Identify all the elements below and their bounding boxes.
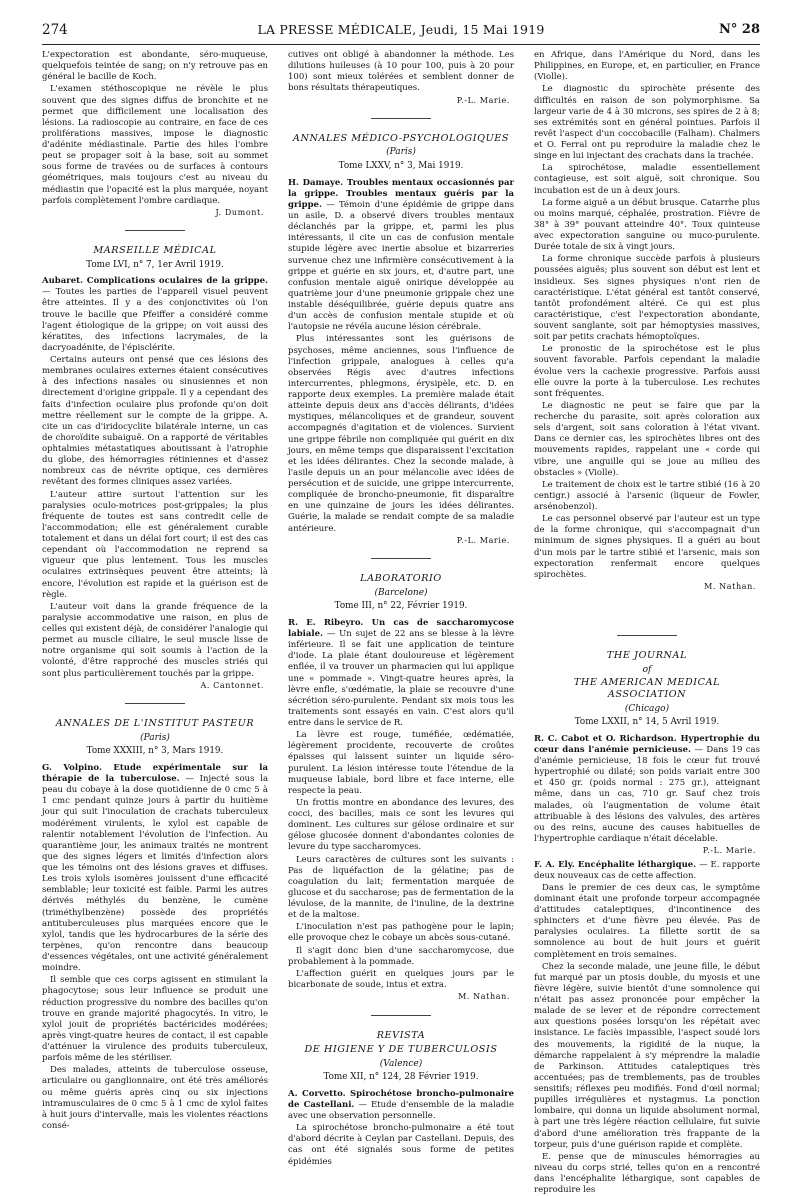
- article-heading: R. E. Ribeyro. Un cas de saccharomycose labiale.: [288, 617, 514, 640]
- column-1: [42, 50, 269, 1131]
- divider: [125, 703, 185, 704]
- journal-city: (Paris): [140, 732, 170, 743]
- paragraph: E. pense que de minuscules hémorragies au niveau du corps strié, telles qu'on en a rencontré dans l'encéphalite léthargique, sont capables de reproduire les: [534, 1151, 760, 1196]
- journal-title: LABORATORIO: [360, 573, 442, 585]
- divider: [125, 230, 185, 231]
- divider: [371, 118, 431, 119]
- paragraph: L'affection guérit en quelques jours par le bicarbonate de soude, intus et extra.: [288, 968, 514, 990]
- article-heading: Aubaret. Complications oculaires de la grippe.: [42, 276, 268, 287]
- article-text: — Un sujet de 22 ans se blesse à la lèvre inférieure. Il se fait une application de teinture d'iode. La plaie étant douloureuse et légèrement enflée, il va trouver un pharmacien qui lui applique une « pommade ». Vingt-quatre heures après, la lèvre enfle, s'œdématie, la plaie se recouvre d'une sécrétion séro-purulente. Pendant six mois tous les traitements sont essayés en vain. C'est alors qu'il entre dans le service de R.: [288, 629, 514, 729]
- article-heading: H. Damaye. Troubles mentaux occasionnés par la grippe. Troubles mentaux guéris par la grippe.: [288, 177, 514, 210]
- journal-title-line3: THE AMERICAN MEDICAL ASSOCIATION: [573, 676, 721, 701]
- page-header: [42, 20, 760, 45]
- paragraph: Plus intéressantes sont les guérisons de psychoses, même anciennes, sous l'influence de l'infection grippale, analogues à celles qu'a observées Régis avec d'autres infections intercurrentes, phlegmons, érysipèle, etc. D. en rapporte deux exemples. La première malade était atteinte depuis deux ans d'accès délirants, d'idées mystiques, mélancoliques et de grandeur, souvent accompagnés d'agitation et de violences. Survient une grippe fébrile non compliquée qui guérit en dix jours, en même temps que disparaissent l'excitation et les idées délirantes. Chez la seconde malade, à l'asile depuis un an pour mélancolie avec idées de persécution et de suicide, une grippe intercurrente, compliquée de broncho-pneumonie, fit disparaître en une quinzaine de jours les idées délirantes. Guérie, la malade se rendait compte de sa maladie antérieure.: [288, 334, 514, 534]
- journal-title: ANNALES MÉDICO-PSYCHOLOGIQUES: [292, 132, 510, 144]
- journal-issue: Tome LXXII, n° 14, 5 Avril 1919.: [574, 717, 720, 728]
- signature: P.-L. Marie.: [456, 535, 510, 545]
- paragraph: Le diagnostic du spirochète présente des difficultés en raison de son polymorphisme. Sa largeur varie de 4 à 30 microns, ses spires de 2 à 8; ses extrémités sont en général pointues. Parfois il revêt l'aspect d'un coccobacille (Falham). Chalmers et O. Ferral ont pu reproduire la maladie chez le singe en lui injectant des crachats dans la trachée.: [534, 84, 760, 162]
- article-heading: G. Volpino. Etude expérimentale sur la thérapie de la tuberculose.: [42, 762, 268, 785]
- paragraph: cutives ont obligé à abandonner la méthode. Les dilutions huileuses (à 10 pour 100, puis à 20 pour 100) sont mieux tolérées et semblent donner de bons résultats thérapeutiques.: [288, 50, 514, 94]
- journal-city: (Paris): [386, 147, 416, 158]
- article-text: — Toutes les parties de l'appareil visuel peuvent être atteintes. Il y a des conjonctivites où l'on trouve le bacille que Pfeiffer a considéré comme l'agent étiologique de la grippe; on voit aussi des kératites, des infections lacrymales, de la dacryoadénite, de l'épisclérite.: [42, 287, 268, 353]
- paragraph: La forme chronique succède parfois à plusieurs poussées aiguës; plus souvent son début est lent et insidieux. Ses signes physiques n'ont rien de caractéristique. L'état général est tantôt conservé, tantôt profondément altéré. Ce qui est plus caractéristique, c'est l'expectoration abondante, souvent sanglante, soit par hémoptysies massives, soit par petits crachats hémoptoïques.: [534, 254, 760, 343]
- journal-title: ANNALES DE L'INSTITUT PASTEUR: [55, 718, 255, 730]
- article-heading: F. A. Ely. Encéphalite léthargique.: [534, 859, 697, 870]
- journal-title-of: of: [642, 664, 652, 675]
- paragraph: Le cas personnel observé par l'auteur est un type de la forme chronique, qui s'accompagnait d'un minimum de signes physiques. Il a guéri au bout d'un mois par le tartre stibié et l'arsenic, mais son expectoration renfermait encore quelques spirochètes.: [534, 514, 760, 580]
- article-text: — Dans 19 cas d'anémie pernicieuse, 18 fois le cœur fut trouvé hypertrophié ou dilaté; son poids variait entre 300 et 450 gr. (poids normal : 275 gr.), atteignant même, dans un cas, 710 gr. Sauf chez trois malades, où l'augmentation de volume était attribuable à des lésions des valvules, des artères ou des reins, aucune des causes habituelles de l'hypertrophie cardiaque n'était décelable.: [534, 744, 760, 844]
- paragraph: La spirochétose, maladie essentiellement contagieuse, est soit aiguë, soit chronique. Sou incubation est de un à deux jours.: [534, 163, 760, 196]
- journal-issue: Tome III, n° 22, Février 1919.: [334, 601, 468, 612]
- journal-issue: Tome LVI, n° 7, 1er Avril 1919.: [86, 259, 224, 270]
- journal-title: REVISTA: [376, 1029, 426, 1041]
- divider: [371, 558, 431, 559]
- journal-issue: Tome XII, n° 124, 28 Février 1919.: [323, 1072, 479, 1083]
- page-number: 274: [42, 22, 68, 38]
- article-abstract: [42, 276, 268, 354]
- paragraph: La lèvre est rouge, tuméfiée, œdématiée, légèrement procidente, recouverte de croûtes épaisses qui laissent suinter un liquide séro-purulent. La lésion intéresse toute l'étendue de la muqueuse labiale, bord libre et face interne, elle respecte la peau.: [288, 730, 514, 796]
- paragraph: L'expectoration est abondante, séro-muqueuse, quelquefois teintée de sang; on n'y retrouve pas en général le bacille de Koch.: [42, 50, 268, 83]
- journal-city: (Barcelone): [374, 587, 428, 598]
- column-3: [534, 50, 761, 1196]
- journal-title: MARSEILLE MÉDICAL: [93, 245, 217, 257]
- paragraph: L'examen stéthoscopique ne révèle le plus souvent que des signes diffus de bronchite et ne permet que difficilement une localisation des lésions. La radioscopie au contraire, en face de ces proliférations massives, impose le diagnostic d'adénite médiastinale. Partie des hiles l'ombre peut se propager soit à la base, soit au sommet sous forme de travées ou de surfaces à contours géométriques, mais toujours c'est au niveau du médiastin que l'opacité est la plus marquée, noyant parfois complètement l'ombre cardiaque.: [42, 84, 268, 206]
- signature: A. Cantonnet.: [200, 680, 264, 690]
- paragraph: La spirochétose broncho-pulmonaire a été tout d'abord décrite à Ceylan par Castellani. Depuis, des cas ont été signalés sous forme de petites épidémies: [288, 1123, 514, 1167]
- spacer: [534, 595, 760, 623]
- running-title: LA PRESSE MÉDICALE, Jeudi, 15 Mai 1919: [257, 22, 545, 37]
- article-abstract: [42, 763, 268, 974]
- paragraph: L'auteur attire surtout l'attention sur les paralysies oculo-motrices post-grippales; la plus fréquente de toutes est sans contredit celle de l'accommodation; elle est généralement curable totalement et dans un délai fort court; il est des cas cependant où l'accommodation ne reprend sa vigueur que plus lentement. Tous les muscles oculaires extrinsèques peuvent être atteints; là encore, l'évolution est rapide et la guérison est de règle.: [42, 489, 268, 600]
- article-abstract: [288, 1089, 514, 1122]
- signature: J. Dumont.: [215, 207, 264, 217]
- journal-city: (Chicago): [624, 703, 670, 714]
- paragraph: Dans le premier de ces deux cas, le symptôme dominant était une profonde torpeur accompagnée d'attitudes cataleptiques, d'incontinence des sphincters et d'une fièvre peu élevée. Pas de paralysies oculaires. La fillette sortit de sa somnolence au bout de huit jours et guérit complètement en trois semaines.: [534, 882, 760, 960]
- column-2: [288, 50, 514, 1167]
- paragraph: Un frottis montre en abondance des levures, des cocci, des bacilles, mais ce sont les levures qui dominent. Les cultures sur gélose ordinaire et sur gélose glucosée donnent d'abondantes colonies de levure du type saccharomyces.: [288, 797, 514, 853]
- journal-title-line2: DE HIGIENE Y DE TUBERCULOSIS: [304, 1044, 498, 1056]
- article-text: — Témoin d'une épidémie de grippe dans un asile, D. a observé divers troubles mentaux déclanchés par la grippe, et, parmi les plus intéressants, il cite un cas de confusion mentale stupide légère avec inertie absolue et bizarreries survenue chez une infirmière consécutivement à la grippe et guérie en six jours, et, d'autre part, une confusion mentale aiguë onirique développée au quatrième jour d'une pneumonie grippale chez une instable déséquilibrée, guérie depuis quatre ans d'un accès de confusion mentale stupide et où l'autopsie ne révéla aucune lésion cérébrale.: [288, 199, 514, 333]
- journal-city: (Valence): [379, 1058, 423, 1069]
- issue-number: N° 28: [719, 22, 760, 37]
- signature: P.-L. Marie.: [702, 846, 756, 856]
- paragraph: L'auteur voit dans la grande fréquence de la paralysie accommodative une raison, en plus de celles qui existent déjà, de considérer l'analogie qui permet au muscle ciliaire, le seul muscle lisse de notre organisme qui soit soumis à l'action de la volonté, d'être rapproché des muscles striés qui sont plus particulièrement touchés par la grippe.: [42, 601, 268, 679]
- journal-issue: Tome LXXV, n° 3, Mai 1919.: [338, 161, 464, 172]
- paragraph: Chez la seconde malade, une jeune fille, le début fut marqué par un ptosis double, du myosis et une fièvre légère, suivie bientôt d'une somnolence qui n'était pas assez prononcée pour empêcher la malade de se lever et de répondre correctement aux questions posées lorsqu'on les répétait avec insistance. Le faciès impassible, l'aspect soudé lors des mouvements, la rigidité de la nuque, la démarche rappelaient à s'y méprendre la maladie de Parkinson. Attitudes cataleptiques très accentuées; pas de tremblements, pas de troubles sensitifs; réflexes peu modifiés. Fond d'œil normal; pupilles irrégulières et nystagmus. La ponction lombaire, qui donna un liquide absolument normal, à part une très légère réaction cellulaire, fut suivie d'abord d'une amélioration très frappante de la torpeur, puis d'une guérison rapide et complète.: [534, 961, 760, 1150]
- paragraph: Le diagnostic ne peut se faire que par la recherche du parasite, soit après coloration aux sels d'argent, soit sans coloration à l'état vivant. Dans ce dernier cas, les spirochètes libres ont des mouvements rapides, rappelant une « corde qui vibre, une anguille qui se joue au milieu des obstacles » (Violle).: [534, 400, 760, 478]
- article-abstract: [288, 618, 514, 729]
- signature: P.-L. Marie.: [456, 95, 510, 105]
- article-heading: R. C. Cabot et O. Richardson. Hypertrophie du cœur dans l'anémie pernicieuse.: [534, 733, 760, 755]
- paragraph: Le pronostic de la spirochétose est le plus souvent favorable. Parfois cependant la maladie évolue vers la cachexie progressive. Parfois aussi elle ouvre la porte à la tuberculose. Les rechutes sont fréquentes.: [534, 344, 760, 399]
- paragraph: Il s'agit donc bien d'une saccharomycose, due probablement à la pommade.: [288, 945, 514, 967]
- article-abstract: [534, 860, 760, 882]
- paragraph: Certains auteurs ont pensé que ces lésions des membranes oculaires externes étaient consécutives à des infections nasales ou sinusiennes et non directement d'origine grippale. Il y a cependant des faits d'infection oculaire plus profonde qu'on doit mettre réellement sur le compte de la grippe. A. cite un cas d'iridocyclite bilatérale interne, un cas de choroïdite subaiguë. On a rapporté de véritables ophtalmies métastatiques aboutissant à l'atrophie du globe, des hémorragies rétiniennes et d'assez nombreux cas de névrite optique, ces dernières revêtant des formes cliniques assez variées.: [42, 355, 268, 488]
- article-abstract: [288, 178, 514, 334]
- journal-issue: Tome XXXIII, n° 3, Mars 1919.: [86, 746, 224, 757]
- paragraph: Leurs caractères de cultures sont les suivants : Pas de liquéfaction de la gélatine; pas de coagulation du lait; fermentation marquée de glucose et du saccharose; pas de fermentation de la lévulose, de la mannite, de l'inuline, de la dextrine et de la maltose.: [288, 854, 514, 921]
- paragraph: L'inoculation n'est pas pathogène pour le lapin; elle provoque chez le cobaye un abcès sous-cutané.: [288, 922, 514, 944]
- paragraph: Il semble que ces corps agissent en stimulant la phagocytose; sous leur influence se produit une réduction progressive du nombre des bacilles qu'on trouve en grande majorité phagocytés. In vitro, le xylol jouit de propriétés bactéricides modérées; après vingt-quatre heures de contact, il est capable d'atténuer la virulence des produits tuberculeux, parfois même de les stériliser.: [42, 975, 268, 1064]
- journal-title: THE JOURNAL: [606, 650, 688, 662]
- article-text: — Injecté sous la peau du cobaye à la dose quotidienne de 0 cmc 5 à 1 cmc pendant quinze jours à partir du huitième jour qui suit l'inoculation de crachats tuberculeux modérément virulents, le xylol est capable de ralentir notablement l'évolution de l'infection. Au quarantième jour, les animaux traités ne montrent que des signes légers et limités d'infection alors que les témoins ont des lésions graves et diffuses. Les trois xylols isomères jouissent d'une efficacité semblable; leur toxicité est faible. Parmi les autres dérivés méthylés du benzène, le cumène (triméthylbenzène) possède des propriétés antituberculeuses plus marquées encore que le xylol, tandis que les hydrocarbures de la série des terpènes, qu'on rencontre dans beaucoup d'essences végétales, ont une activité généralement moindre.: [42, 774, 269, 974]
- article-abstract: [534, 734, 760, 845]
- article-text: — Etude d'ensemble de la maladie avec une observation personnelle.: [288, 1099, 514, 1122]
- paragraph: en Afrique, dans l'Amérique du Nord, dans les Philippines, en Europe, et, en particulier, en France (Violle).: [534, 50, 760, 83]
- paragraph: Le traitement de choix est le tartre stibié (16 à 20 centigr.) associé à l'arsenic (liqueur de Fowler, arsénobenzol).: [534, 479, 760, 512]
- paragraph: Des malades, atteints de tuberculose osseuse, articulaire ou ganglionnaire, ont été très améliorés ou même guéris après cinq ou six injections intramusculaires de 0 cmc 5 à 1 cmc de xylol faites à huit jours d'intervalle, mais les violentes réactions consé-: [42, 1065, 268, 1131]
- divider: [371, 1015, 431, 1016]
- divider: [617, 635, 677, 636]
- article-text: — E. rapporte deux nouveaux cas de cette affection.: [534, 859, 761, 881]
- article-heading: A. Corvetto. Spirochétose broncho-pulmonaire de Castellani.: [288, 1088, 514, 1110]
- signature: M. Nathan.: [704, 581, 756, 591]
- paragraph: La forme aiguë a un début brusque. Catarrhe plus ou moins marqué, céphalée, prostration. Fièvre de 38° à 39° pouvant atteindre 40°. Toux quinteuse avec expectoration sanguine ou muco-purulente. Durée totale de six à vingt jours.: [534, 197, 760, 253]
- signature: M. Nathan.: [458, 992, 510, 1002]
